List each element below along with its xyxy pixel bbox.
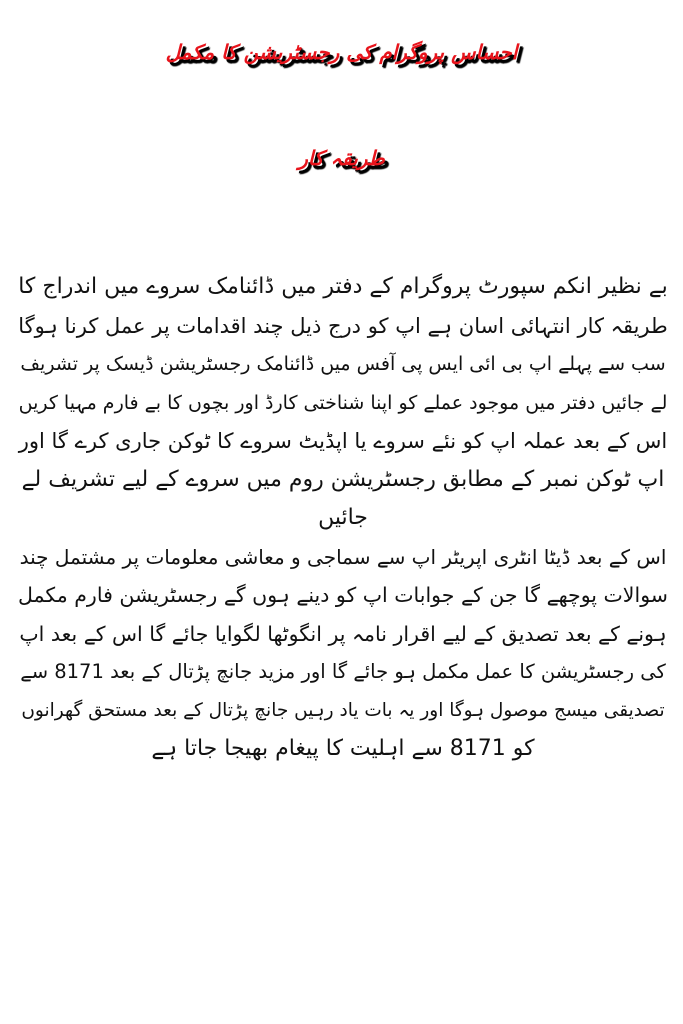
body-line: کو 8171 سے اہلیت کا پیغام بھیجا جاتا ہے: [151, 736, 535, 761]
body-line: طریقہ کار انتہائی اسان ہے اپ کو درج ذیل چند اقدامات پر عمل کرنا ہوگا: [18, 313, 668, 338]
body-line: جائیں: [318, 505, 368, 530]
body-line: لے جائیں دفتر میں موجود عملے کو اپنا شناختی کارڈ اور بچوں کا بے فارم مہیا کریں: [18, 391, 668, 414]
article-body: [18, 268, 668, 769]
body-line: سب سے پہلے اپ بی ائی ایس پی آفس میں ڈائنامک رجسٹریشن ڈیسک پر تشریف: [20, 353, 666, 375]
body-line: بے نظیر انکم سپورٹ پروگرام کے دفتر میں ڈائنامک سروے میں اندراج کا: [18, 274, 668, 299]
body-line: سوالات پوچھے گا جن کے جوابات اپ کو دینے ہوں گے رجسٹریشن فارم مکمل: [18, 583, 668, 607]
page-title-line-2: طریقہ کار: [298, 146, 385, 170]
page-title-line-1: احساس پروگرام کی رجسٹریشن کا مکمل: [165, 40, 518, 64]
body-line: ہونے کے بعد تصدیق کے لیے اقرار نامہ پر انگوٹھا لگوایا جائے گا اس کے بعد اپ: [19, 621, 667, 646]
body-line: اس کے بعد عملہ اپ کو نئے سروے یا اپڈیٹ سروے کا ٹوکن جاری کرے گا اور: [18, 429, 668, 453]
body-line: اپ ٹوکن نمبر کے مطابق رجسٹریشن روم میں سروے کے لیے تشریف لے: [21, 466, 665, 492]
body-line: تصدیقی میسج موصول ہوگا اور یہ بات یاد رہیں جانچ پڑتال کے بعد مستحق گھرانوں: [21, 699, 665, 721]
body-line: کی رجسٹریشن کا عمل مکمل ہو جائے گا اور مزید جانچ پڑتال کے بعد 8171 سے: [20, 660, 666, 683]
body-line: اس کے بعد ڈیٹا انٹری اپریٹر اپ سے سماجی و معاشی معلومات پر مشتمل چند: [19, 544, 667, 569]
